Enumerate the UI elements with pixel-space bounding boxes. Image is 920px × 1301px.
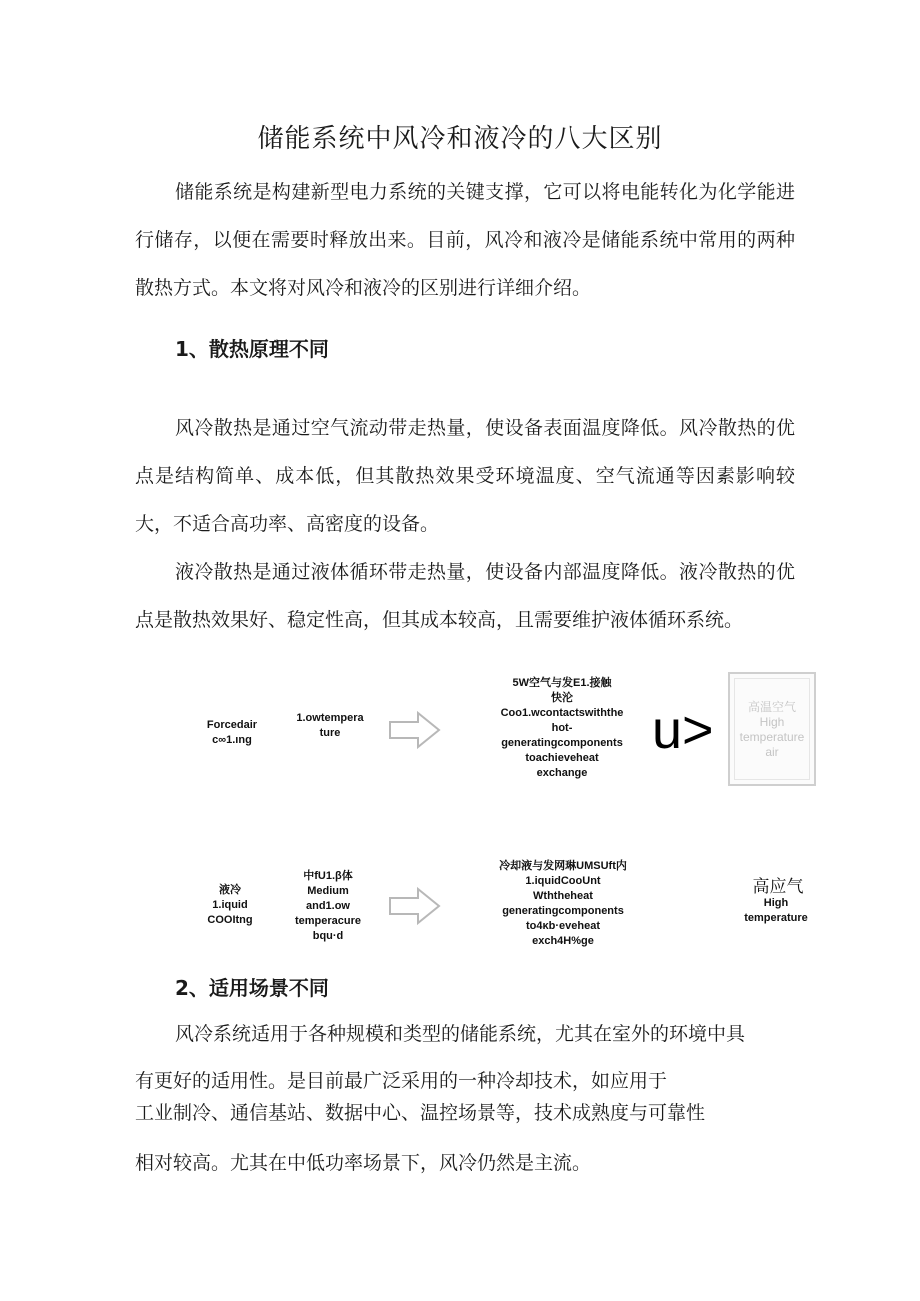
air-cooling-paragraph: 风冷散热是通过空气流动带走热量，使设备表面温度降低。风冷散热的优点是结构简单、成本低，但其散热效果受环境温度、空气流通等因素影响较大，不适合高功率、高密度的设备。 bbox=[135, 417, 795, 535]
liquid-medium-label: 中fU1.β体 Medium and1.ow temperacure bqu·d bbox=[294, 870, 362, 942]
section2-line4: 相对较高。尤其在中低功率场景下，风冷仍然是主流。 bbox=[135, 1152, 592, 1174]
section2-line2: 有更好的适用性。是目前最广泛采用的一种冷却技术，如应用于 bbox=[135, 1070, 668, 1092]
document-title: 储能系统中风冷和液冷的八大区别 bbox=[257, 124, 663, 154]
intro-paragraph: 储能系统是构建新型电力系统的关键支撑，它可以将电能转化为化学能进行储存，以便在需要时释放出来。目前，风冷和液冷是储能系统中常用的两种散热方式。本文将对风冷和液冷的区别进行详细介绍。 bbox=[135, 181, 795, 299]
section2-line3: 工业制冷、通信基站、数据中心、温控场景等，技术成熟度与可靠性 bbox=[135, 1102, 706, 1124]
liquid-result-cn: 高应气 bbox=[752, 877, 804, 897]
liquid-process-text: 冷却液与发网琳UMSUft内 1.iquidCooUnt Wththeheat generatingcomponents to4κb·eveheat exch4H%ge bbox=[499, 860, 627, 947]
air-process-text: 5W空气与发E1.接触 快沦 Coo1.wcontactswiththe hot- generatingcomponents toachieveheat exchange bbox=[500, 677, 624, 779]
liquid-cooling-label: 液冷 1.iquid COOItng bbox=[207, 884, 253, 926]
arrow-right-icon bbox=[388, 710, 442, 750]
section2-heading: 2、适用场景不同 bbox=[175, 976, 329, 1000]
hot-air-image bbox=[728, 672, 816, 786]
air-medium-label: 1.owtempera ture bbox=[296, 712, 364, 739]
air-result-symbol: u> bbox=[652, 700, 714, 760]
air-cooling-label: Forcedair c∞1.ıng bbox=[206, 719, 258, 746]
liquid-cooling-paragraph: 液冷散热是通过液体循环带走热量，使设备内部温度降低。液冷散热的优点是散热效果好、稳定性高，但其成本较高，且需要维护液体循环系统。 bbox=[135, 561, 795, 631]
liquid-result-en: High temperature bbox=[744, 897, 808, 924]
section1-heading: 1、散热原理不同 bbox=[175, 337, 329, 361]
section2-line1: 风冷系统适用于各种规模和类型的储能系统，尤其在室外的环境中具 bbox=[175, 1023, 746, 1045]
arrow-right-icon bbox=[388, 886, 442, 926]
hot-air-label: 高温空气 High temperature air bbox=[739, 700, 805, 759]
